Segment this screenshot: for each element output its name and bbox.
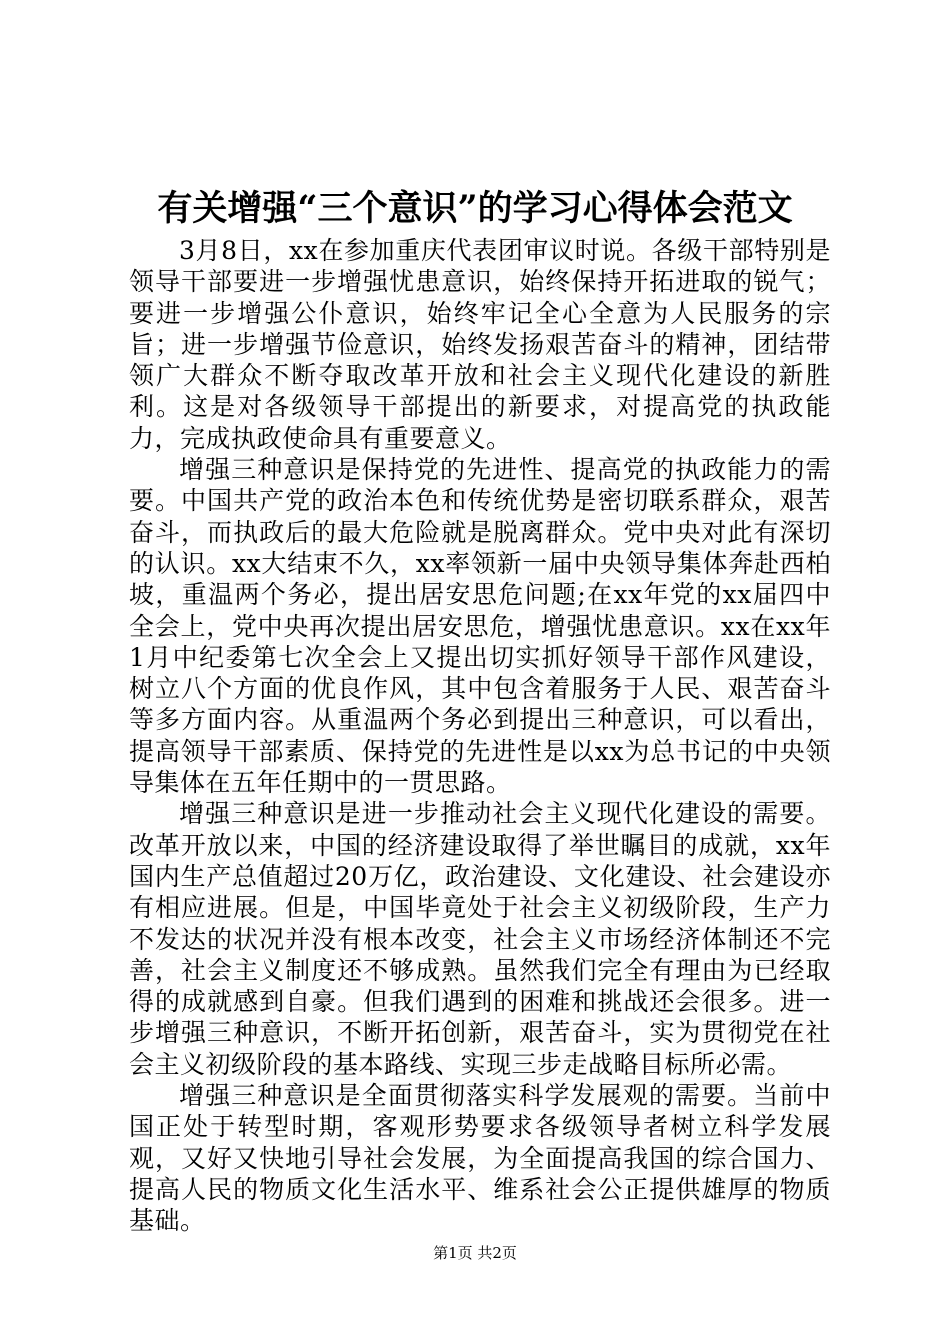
page-footer: 第1页 共2页 [433,1244,517,1262]
paragraph-1: 3月8日，xx在参加重庆代表团审议时说。各级干部特别是领导干部要进一步增强忧患意识，始终保持开拓进取的锐气；要进一步增强公仆意识，始终牢记全心全意为人民服务的宗旨；进一步增强节俭意识，始终发扬艰苦奋斗的精神，团结带领广大群众不断夺取改革开放和社会主义现代化建设的新胜利。这是对各级领导干部提出的新要求，对提高党的执政能力，完成执政使命具有重要意义。 [129,236,831,453]
document-title: 有关增强“三个意识”的学习心得体会范文 [157,188,793,229]
paragraph-4: 增强三种意识是全面贯彻落实科学发展观的需要。当前中国正处于转型时期，客观形势要求各级领导者树立科学发展观，又好又快地引导社会发展，为全面提高我国的综合国力、提高人民的物质文化生活水平、维系社会公正提供雄厚的物质基础。 [129,1081,831,1236]
paragraph-3: 增强三种意识是进一步推动社会主义现代化建设的需要。改革开放以来，中国的经济建设取得了举世瞩目的成就，xx年国内生产总值超过20万亿，政治建设、文化建设、社会建设亦有相应进展。但是，中国毕竟处于社会主义初级阶段，生产力不发达的状况并没有根本改变，社会主义市场经济体制还不完善，社会主义制度还不够成熟。虽然我们完全有理由为已经取得的成就感到自豪。但我们遇到的困难和挑战还会很多。进一步增强三种意识，不断开拓创新，艰苦奋斗，实为贯彻党在社会主义初级阶段的基本路线、实现三步走战略目标所必需。 [129,799,831,1079]
document-body [129,235,831,1237]
paragraph-2: 增强三种意识是保持党的先进性、提高党的执政能力的需要。中国共产党的政治本色和传统优势是密切联系群众，艰苦奋斗，而执政后的最大危险就是脱离群众。党中央对此有深切的认识。xx大结束不久，xx率领新一届中央领导集体奔赴西柏坡，重温两个务必，提出居安思危问题;在xx年党的xx届四中全会上，党中央再次提出居安思危，增强忧患意识。xx在xx年1月中纪委第七次全会上又提出切实抓好领导干部作风建设，树立八个方面的优良作风，其中包含着服务于人民、艰苦奋斗等多方面内容。从重温两个务必到提出三种意识，可以看出，提高领导干部素质、保持党的先进性是以xx为总书记的中央领导集体在五年任期中的一贯思路。 [129,455,831,798]
